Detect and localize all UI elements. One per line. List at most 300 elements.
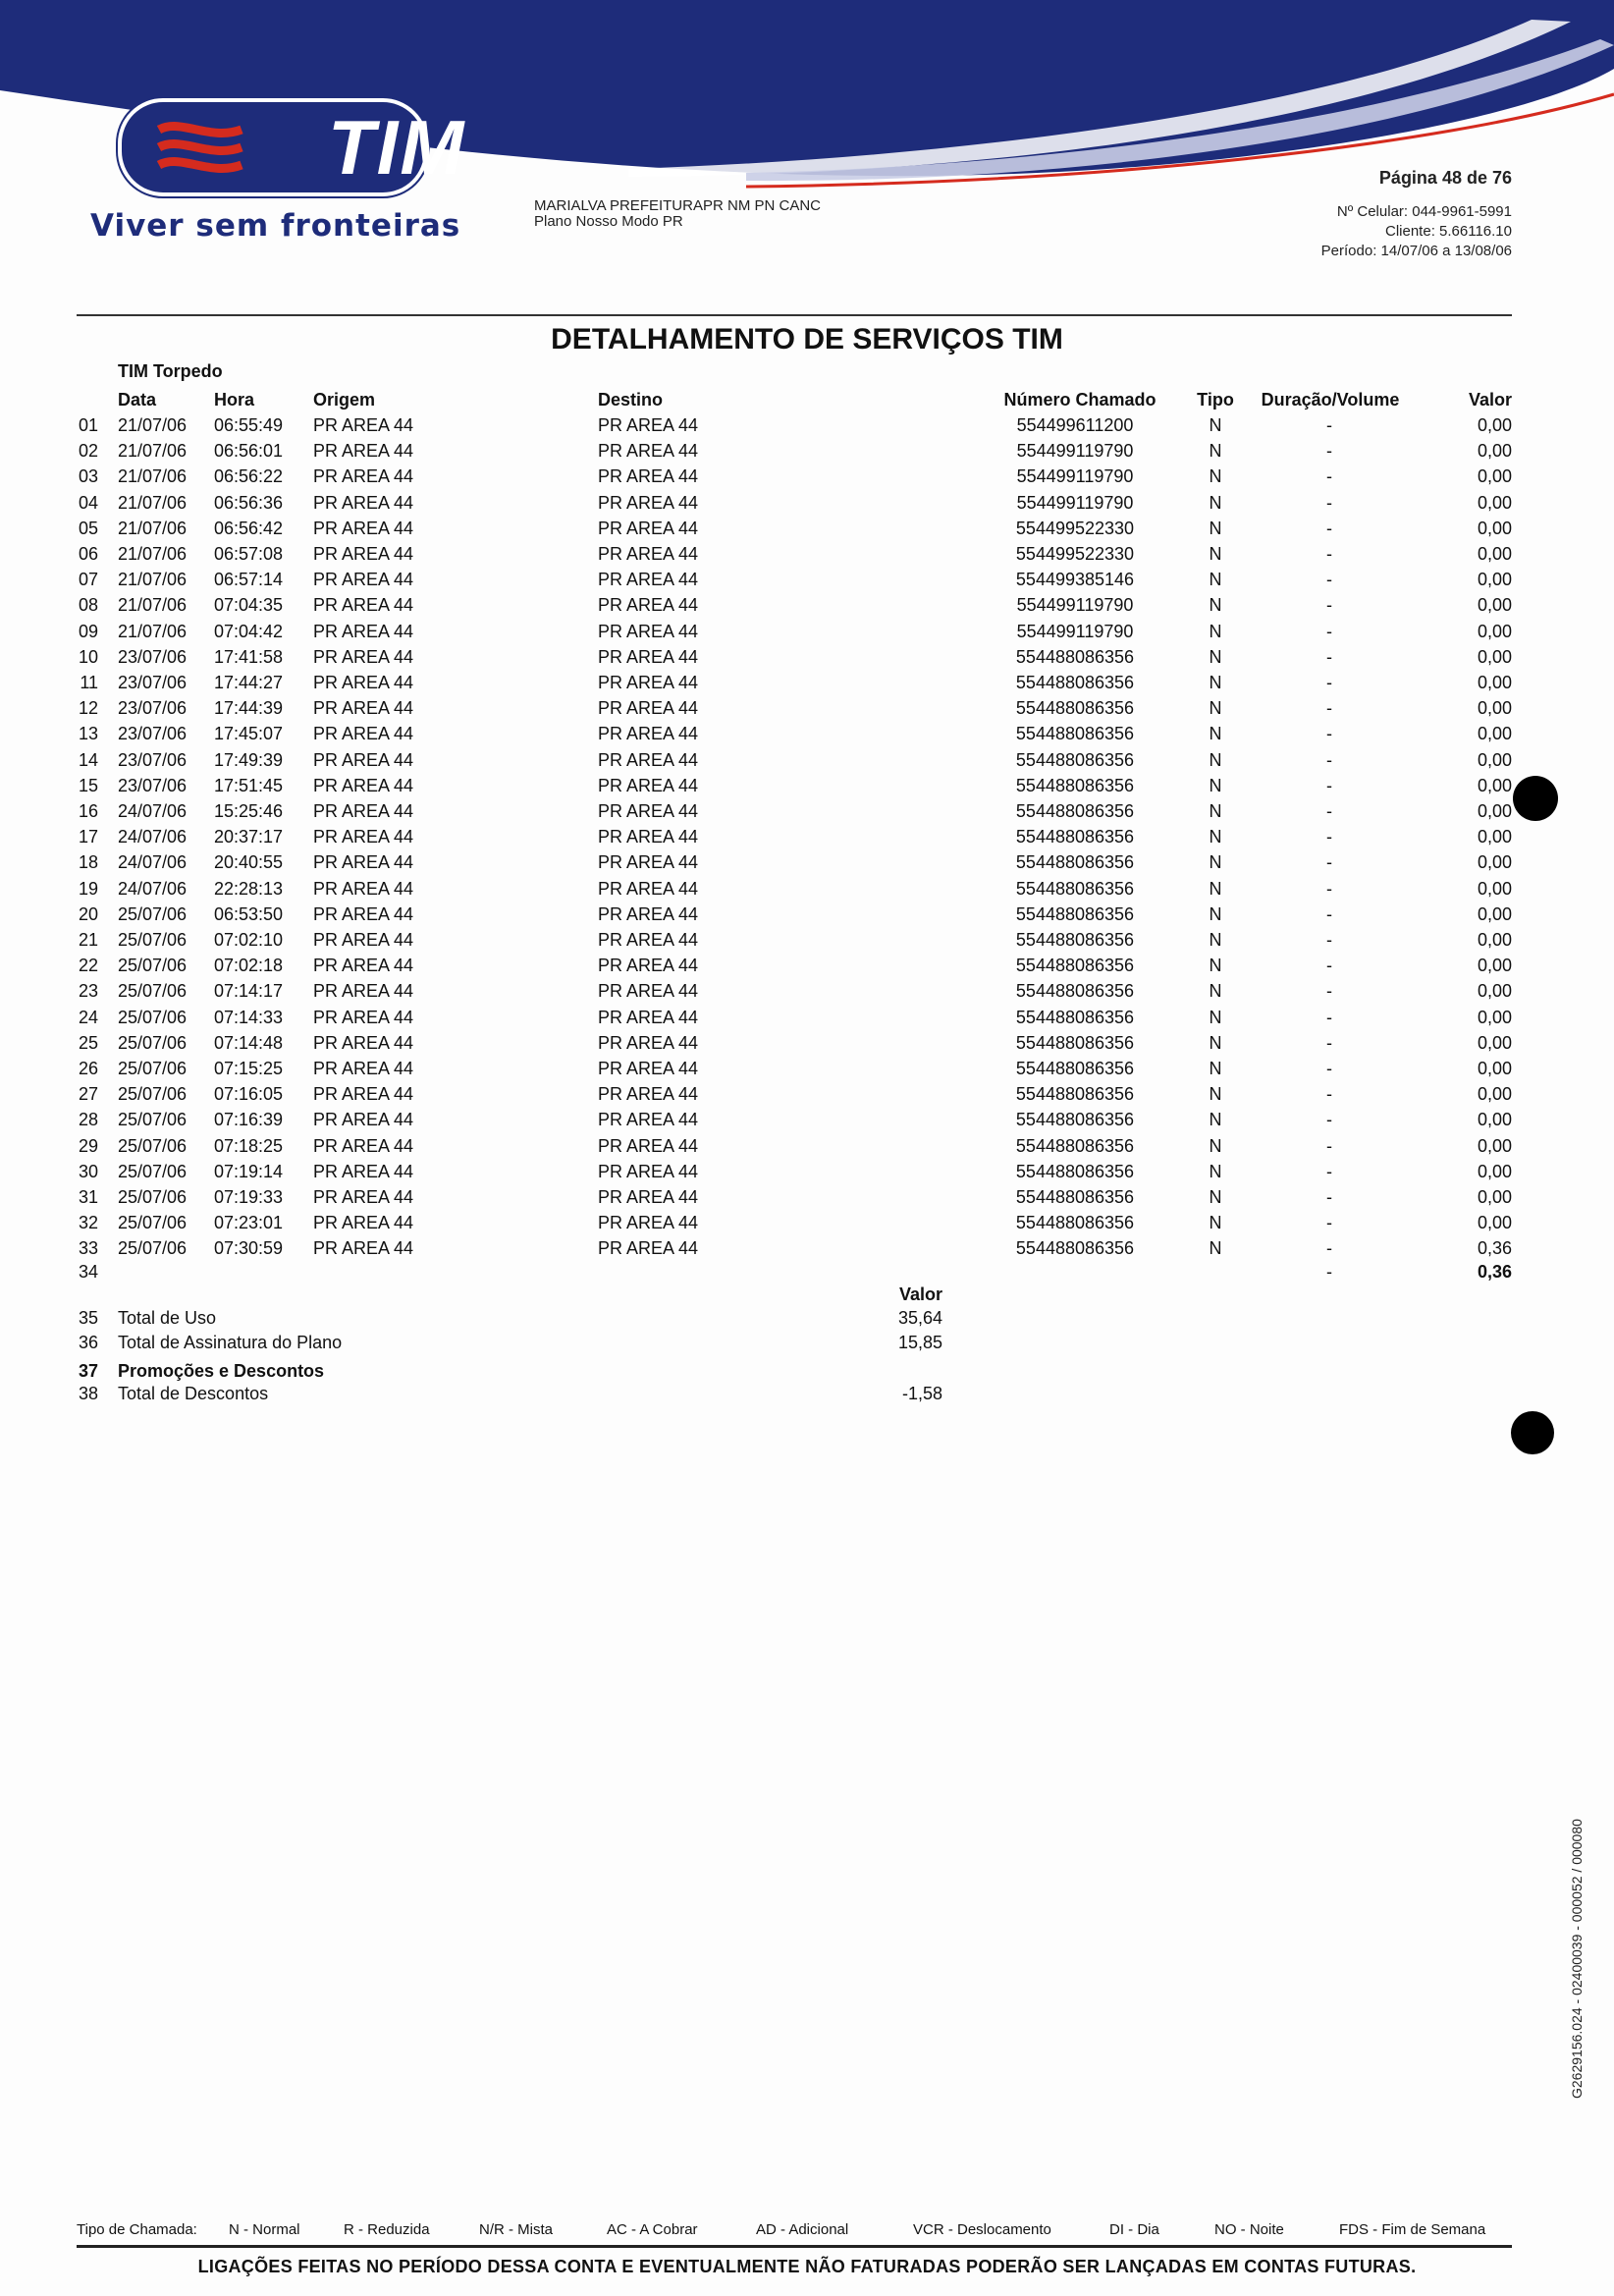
cell-origem: PR AREA 44 [313,827,414,847]
cell-tipo: N [1209,1187,1222,1207]
table-row [0,747,1614,773]
footer-note: LIGAÇÕES FEITAS NO PERÍODO DESSA CONTA E EVENTUALMENTE NÃO FATURADAS PODERÃO SER LANÇADAS EM CONTAS FUTURAS. [197,2257,1417,2276]
row-number: 24 [78,1007,98,1027]
cell-tipo: N [1209,827,1222,847]
cell-duracao: - [1326,749,1332,770]
cell-duracao: - [1326,801,1332,821]
row-number: 31 [78,1187,98,1207]
row-number: 34 [78,1262,98,1282]
cell-data: 23/07/06 [118,749,188,770]
cell-duracao: - [1326,492,1332,513]
cell-valor: 0,00 [1477,1084,1512,1105]
col-valor: Valor [1468,390,1512,410]
cell-origem: PR AREA 44 [313,492,414,513]
cell-valor: 0,00 [1477,749,1512,770]
cell-origem: PR AREA 44 [313,724,414,744]
cell-tipo: N [1209,852,1222,873]
billing-period: Período: 14/07/06 a 13/08/06 [1320,243,1512,259]
cell-hora: 07:04:42 [214,621,284,641]
row-number: 18 [78,852,98,873]
cell-duracao: - [1326,595,1332,616]
cell-tipo: N [1209,595,1222,616]
cell-valor: 0,00 [1477,1110,1512,1130]
cell-origem: PR AREA 44 [313,878,414,899]
cell-valor: 0,00 [1477,646,1512,667]
cell-tipo: N [1209,749,1222,770]
cell-numero: 554488086356 [1015,930,1135,950]
client-id: Cliente: 5.66116.10 [1385,223,1512,240]
cell-numero: 554488086356 [1015,1110,1135,1130]
cell-hora: 06:57:14 [214,570,284,590]
cell-tipo: N [1209,518,1222,538]
cell-numero: 554488086356 [1015,878,1135,899]
cell-hora: 07:19:33 [214,1187,284,1207]
cell-hora: 17:51:45 [214,775,284,795]
cell-valor: 0,00 [1477,570,1512,590]
cell-duracao: - [1326,415,1332,435]
cell-valor: 0,00 [1477,492,1512,513]
row-number: 15 [78,775,98,795]
cell-destino: PR AREA 44 [598,981,699,1002]
cell-data: 25/07/06 [118,1161,188,1181]
cell-origem: PR AREA 44 [313,673,414,692]
cell-hora: 07:02:10 [214,930,284,950]
cell-duracao: - [1326,903,1332,924]
cell-tipo: N [1209,903,1222,924]
cell-destino: PR AREA 44 [598,878,699,899]
cell-duracao: - [1326,673,1332,692]
cell-destino: PR AREA 44 [598,724,699,744]
cell-destino: PR AREA 44 [598,1238,699,1259]
table-row [0,695,1614,721]
cell-data: 23/07/06 [118,646,188,667]
cell-tipo: N [1209,1007,1222,1027]
cell-data: 25/07/06 [118,1084,188,1105]
cell-valor: 0,00 [1477,518,1512,538]
cell-data: 21/07/06 [118,441,188,462]
row-number: 38 [78,1384,98,1403]
cell-data: 24/07/06 [118,827,188,847]
cell-valor: 0,00 [1477,673,1512,692]
cell-tipo: N [1209,621,1222,641]
logo-text: TIM [328,104,466,191]
cell-valor: 0,00 [1477,441,1512,462]
cell-duracao: - [1326,956,1332,976]
cell-origem: PR AREA 44 [313,1213,414,1233]
row-number: 14 [78,749,98,770]
cell-valor: 0,00 [1477,827,1512,847]
cell-hora: 17:44:27 [214,673,284,692]
subtotal-value: 0,36 [1477,1262,1512,1282]
summary-label: Total de Descontos [118,1384,269,1403]
cell-numero: 554488086356 [1015,724,1135,744]
cell-duracao: - [1326,1161,1332,1181]
cell-duracao: - [1326,724,1332,744]
table-row [0,798,1614,824]
table-row [0,1210,1614,1235]
cell-origem: PR AREA 44 [313,621,414,641]
cell-origem: PR AREA 44 [313,698,414,719]
cell-data: 25/07/06 [118,1213,188,1233]
cell-duracao: - [1326,878,1332,899]
cell-valor: 0,00 [1477,1161,1512,1181]
cell-origem: PR AREA 44 [313,775,414,795]
row-number: 23 [78,981,98,1002]
cell-numero: 554499119790 [1016,441,1134,462]
cell-duracao: - [1326,441,1332,462]
cell-tipo: N [1209,1110,1222,1130]
cell-origem: PR AREA 44 [313,595,414,616]
cell-numero: 554488086356 [1015,956,1135,976]
cell-hora: 07:04:35 [214,595,284,616]
cell-numero: 554488086356 [1015,1007,1135,1027]
cell-duracao: - [1326,930,1332,950]
section-title: TIM Torpedo [118,361,223,381]
cell-tipo: N [1209,1238,1222,1259]
cell-duracao: - [1326,827,1332,847]
cell-data: 23/07/06 [118,775,188,795]
cell-origem: PR AREA 44 [313,570,414,590]
table-row [0,464,1614,489]
legend-item: FDS - Fim de Semana [1339,2221,1486,2238]
cell-hora: 17:44:39 [214,698,284,719]
cell-duracao: - [1326,621,1332,641]
cell-duracao: - [1326,1110,1332,1130]
cell-tipo: N [1209,801,1222,821]
row-number: 33 [78,1238,98,1259]
table-row [0,721,1614,746]
cell-destino: PR AREA 44 [598,1084,699,1105]
table-row [0,1184,1614,1210]
col-hora: Hora [214,390,255,410]
cell-duracao: - [1326,1059,1332,1078]
cell-origem: PR AREA 44 [313,852,414,873]
cell-destino: PR AREA 44 [598,466,699,487]
cell-origem: PR AREA 44 [313,981,414,1002]
col-destino: Destino [598,390,664,410]
summary-value: 15,85 [897,1333,942,1352]
cell-origem: PR AREA 44 [313,801,414,821]
cell-origem: PR AREA 44 [313,441,414,462]
cell-hora: 06:56:01 [214,441,284,462]
cell-duracao: - [1326,1135,1332,1156]
cell-destino: PR AREA 44 [598,646,699,667]
cell-origem: PR AREA 44 [313,956,414,976]
cell-destino: PR AREA 44 [598,441,699,462]
cell-data: 25/07/06 [118,981,188,1002]
legend-item: DI - Dia [1109,2221,1159,2238]
cell-duracao: - [1326,1084,1332,1105]
cell-origem: PR AREA 44 [313,415,414,435]
cell-numero: 554488086356 [1015,1213,1135,1233]
cell-destino: PR AREA 44 [598,544,699,564]
cell-origem: PR AREA 44 [313,646,414,667]
cell-destino: PR AREA 44 [598,801,699,821]
cell-duracao: - [1326,1213,1332,1233]
row-number: 09 [78,621,98,641]
cell-numero: 554488086356 [1015,1059,1135,1078]
cell-origem: PR AREA 44 [313,1110,414,1130]
cell-data: 21/07/06 [118,518,188,538]
table-header [0,387,1614,412]
cell-data: 25/07/06 [118,1007,188,1027]
cell-duracao: - [1326,518,1332,538]
cell-tipo: N [1209,1059,1222,1078]
cell-numero: 554488086356 [1015,801,1135,821]
cell-valor: 0,00 [1477,698,1512,719]
row-number: 32 [78,1213,98,1233]
legend-item: NO - Noite [1214,2221,1284,2238]
cell-numero: 554488086356 [1015,1135,1135,1156]
cell-valor: 0,00 [1477,466,1512,487]
table-row [0,619,1614,644]
cell-tipo: N [1209,415,1222,435]
summary-value: 35,64 [897,1308,942,1328]
cell-hora: 20:40:55 [214,852,284,873]
row-number: 11 [80,673,98,692]
row-number: 08 [78,595,98,616]
tim-waves-icon [151,108,249,187]
cell-destino: PR AREA 44 [598,595,699,616]
cell-tipo: N [1209,570,1222,590]
legend-item: N - Normal [229,2221,300,2238]
cell-hora: 06:56:42 [214,518,284,538]
cell-numero: 554499522330 [1015,518,1135,538]
binder-hole [1511,1411,1554,1454]
cell-origem: PR AREA 44 [313,1135,414,1156]
cell-hora: 07:16:05 [214,1084,284,1105]
cell-tipo: N [1209,673,1222,692]
cell-numero: 554488086356 [1015,673,1135,692]
row-number: 06 [78,544,98,564]
cell-hora: 06:57:08 [214,544,284,564]
cell-numero: 554499119790 [1016,466,1134,487]
slogan: Viver sem fronteiras [90,208,461,244]
subtotal-duration: - [1326,1262,1332,1282]
cell-destino: PR AREA 44 [598,518,699,538]
cell-duracao: - [1326,852,1332,873]
cell-duracao: - [1326,1007,1332,1027]
row-number: 17 [78,827,98,847]
cell-valor: 0,00 [1477,621,1512,641]
legend-item: AC - A Cobrar [607,2221,698,2238]
cell-duracao: - [1326,646,1332,667]
cell-hora: 07:16:39 [214,1110,284,1130]
cell-hora: 07:19:14 [214,1161,284,1181]
cell-numero: 554488086356 [1015,1032,1135,1053]
cell-destino: PR AREA 44 [598,1110,699,1130]
cell-origem: PR AREA 44 [313,749,414,770]
cell-data: 25/07/06 [118,1238,188,1259]
plan-name: Plano Nosso Modo PR [534,213,683,230]
cell-destino: PR AREA 44 [598,1213,699,1233]
cell-valor: 0,00 [1477,775,1512,795]
cell-tipo: N [1209,441,1222,462]
cell-destino: PR AREA 44 [598,415,699,435]
cell-tipo: N [1209,775,1222,795]
page-number: Página 48 de 76 [1378,168,1512,188]
cell-data: 23/07/06 [118,673,188,692]
table-row [0,1005,1614,1030]
cell-duracao: - [1326,466,1332,487]
col-data: Data [118,390,157,410]
col-origem: Origem [313,390,376,410]
cell-destino: PR AREA 44 [598,1135,699,1156]
cell-hora: 06:55:49 [214,415,284,435]
row-number: 07 [78,570,98,590]
cell-valor: 0,00 [1477,801,1512,821]
table-row [0,876,1614,902]
legend-item: Tipo de Chamada: [77,2221,197,2238]
cell-tipo: N [1209,544,1222,564]
cell-destino: PR AREA 44 [598,1007,699,1027]
row-number: 10 [78,646,98,667]
cell-data: 24/07/06 [118,801,188,821]
cell-numero: 554488086356 [1015,903,1135,924]
cell-numero: 554488086356 [1015,1161,1135,1181]
row-number: 20 [78,903,98,924]
row-number: 04 [78,492,98,513]
cell-data: 25/07/06 [118,956,188,976]
cell-destino: PR AREA 44 [598,827,699,847]
col-tipo: Tipo [1197,390,1234,410]
cell-hora: 22:28:13 [214,878,284,899]
row-number: 02 [78,441,98,462]
cell-tipo: N [1209,981,1222,1002]
row-number: 01 [78,415,98,435]
cell-tipo: N [1209,724,1222,744]
cell-destino: PR AREA 44 [598,673,699,692]
cell-duracao: - [1326,1187,1332,1207]
row-number: 36 [78,1333,98,1352]
cell-numero: 554499611200 [1016,415,1134,435]
cell-numero: 554488086356 [1015,1238,1135,1259]
cell-origem: PR AREA 44 [313,1032,414,1053]
cell-origem: PR AREA 44 [313,1007,414,1027]
cell-numero: 554488086356 [1015,646,1135,667]
cell-numero: 554488086356 [1015,1187,1135,1207]
table-row [0,670,1614,695]
cell-duracao: - [1326,981,1332,1002]
cell-tipo: N [1209,646,1222,667]
cell-valor: 0,00 [1477,903,1512,924]
cell-valor: 0,00 [1477,981,1512,1002]
row-number: 25 [78,1032,98,1053]
table-row [0,902,1614,927]
cell-data: 23/07/06 [118,724,188,744]
cell-numero: 554488086356 [1015,749,1135,770]
cell-tipo: N [1209,492,1222,513]
row-number: 22 [78,956,98,976]
row-number: 37 [78,1361,98,1381]
tim-logo [118,98,466,196]
row-number: 21 [78,930,98,950]
cell-data: 25/07/06 [118,1059,188,1078]
table-row [0,644,1614,670]
cell-duracao: - [1326,544,1332,564]
cell-data: 25/07/06 [118,1110,188,1130]
cell-origem: PR AREA 44 [313,1238,414,1259]
cell-duracao: - [1326,570,1332,590]
cell-valor: 0,36 [1477,1238,1512,1259]
cell-destino: PR AREA 44 [598,1059,699,1078]
cell-destino: PR AREA 44 [598,852,699,873]
cell-origem: PR AREA 44 [313,544,414,564]
cell-origem: PR AREA 44 [313,1084,414,1105]
cell-destino: PR AREA 44 [598,621,699,641]
table-row [0,412,1614,438]
cell-valor: 0,00 [1477,415,1512,435]
cell-destino: PR AREA 44 [598,930,699,950]
row-number: 19 [78,878,98,899]
cell-data: 25/07/06 [118,1187,188,1207]
cell-destino: PR AREA 44 [598,956,699,976]
cell-data: 24/07/06 [118,852,188,873]
table-row [0,927,1614,953]
table-row [0,1133,1614,1159]
phone-number: Nº Celular: 044-9961-5991 [1336,203,1512,220]
table-row [0,849,1614,875]
page-title: DETALHAMENTO DE SERVIÇOS TIM [551,323,1063,355]
cell-hora: 07:14:17 [214,981,284,1002]
cell-hora: 07:23:01 [214,1213,284,1233]
cell-tipo: N [1209,466,1222,487]
cell-valor: 0,00 [1477,724,1512,744]
col-numero: Número Chamado [1003,390,1157,410]
cell-data: 25/07/06 [118,930,188,950]
cell-valor: 0,00 [1477,852,1512,873]
cell-numero: 554488086356 [1015,698,1135,719]
subtotal-row [0,1259,1614,1285]
cell-origem: PR AREA 44 [313,1161,414,1181]
cell-destino: PR AREA 44 [598,749,699,770]
cell-tipo: N [1209,1161,1222,1181]
row-number: 12 [78,698,98,719]
customer-info [534,198,821,230]
cell-data: 21/07/06 [118,621,188,641]
divider [77,2245,1512,2248]
cell-valor: 0,00 [1477,1135,1512,1156]
table-row [0,541,1614,567]
cell-valor: 0,00 [1477,878,1512,899]
cell-numero: 554488086356 [1015,775,1135,795]
cell-numero: 554499385146 [1015,570,1135,590]
cell-destino: PR AREA 44 [598,1032,699,1053]
cell-destino: PR AREA 44 [598,570,699,590]
cell-numero: 554488086356 [1015,852,1135,873]
row-number: 05 [78,518,98,538]
row-number: 30 [78,1161,98,1181]
cell-numero: 554488086356 [1015,1084,1135,1105]
cell-tipo: N [1209,1213,1222,1233]
cell-hora: 07:18:25 [214,1135,284,1156]
cell-origem: PR AREA 44 [313,903,414,924]
cell-valor: 0,00 [1477,1032,1512,1053]
cell-tipo: N [1209,878,1222,899]
cell-tipo: N [1209,956,1222,976]
cell-destino: PR AREA 44 [598,492,699,513]
account-info [1321,167,1512,261]
row-number: 29 [78,1135,98,1156]
col-duracao: Duração/Volume [1261,390,1400,410]
cell-numero: 554499119790 [1016,492,1134,513]
table-row [0,592,1614,618]
customer-name: MARIALVA PREFEITURAPR NM PN CANC [534,197,821,214]
legend-item: AD - Adicional [756,2221,849,2238]
call-type-legend [0,2219,1614,2241]
cell-hora: 07:14:48 [214,1032,284,1053]
cell-valor: 0,00 [1477,1187,1512,1207]
